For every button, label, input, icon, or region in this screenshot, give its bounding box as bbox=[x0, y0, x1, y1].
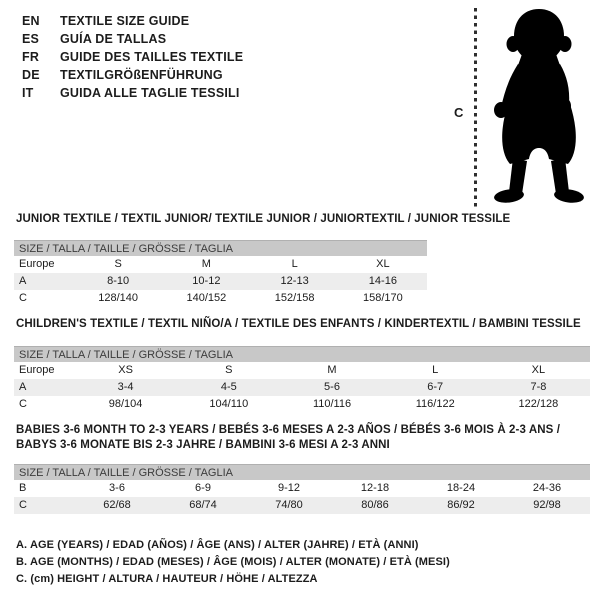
lang-row-en bbox=[22, 12, 243, 30]
table-row bbox=[14, 497, 590, 514]
size-table-header: SIZE / TALLA / TAILLE / GRÖSSE / TAGLIA bbox=[14, 240, 427, 256]
table-row bbox=[14, 273, 427, 290]
lang-label: GUIDE DES TAILLES TEXTILE bbox=[60, 50, 244, 64]
lang-code: ES bbox=[22, 32, 40, 46]
table-cell: 110/116 bbox=[312, 398, 352, 410]
lang-row-de bbox=[22, 66, 243, 84]
footnotes bbox=[16, 537, 450, 588]
table-cell: 140/152 bbox=[186, 292, 227, 304]
lang-label: TEXTILE SIZE GUIDE bbox=[60, 14, 190, 28]
table-row bbox=[14, 256, 427, 273]
footnote-height: C. (cm) HEIGHT / ALTURA / HAUTEUR / HÖHE / ALTEZZA bbox=[16, 573, 318, 585]
size-table-babies bbox=[14, 464, 590, 514]
table-cell: 62/68 bbox=[103, 499, 131, 511]
height-marker-line bbox=[474, 8, 477, 207]
height-marker-label: C bbox=[454, 105, 464, 120]
table-cell: XS bbox=[118, 364, 133, 376]
table-cell: 10-12 bbox=[192, 275, 221, 287]
table-cell: S bbox=[225, 364, 233, 376]
table-cell: 14-16 bbox=[368, 275, 397, 287]
row-label: C bbox=[19, 499, 27, 511]
baby-silhouette-icon bbox=[481, 6, 599, 208]
table-row bbox=[14, 480, 590, 497]
table-cell: 8-10 bbox=[107, 275, 130, 287]
table-cell: 152/158 bbox=[274, 292, 315, 304]
table-cell: 18-24 bbox=[446, 482, 476, 494]
lang-code: DE bbox=[22, 68, 40, 82]
footnote-age-months: B. AGE (MONTHS) / EDAD (MESES) / ÂGE (MOIS) / ALTER (MONATE) / ETÀ (MESI) bbox=[16, 556, 450, 568]
row-label: B bbox=[19, 482, 27, 494]
row-label: A bbox=[19, 381, 27, 393]
row-label: C bbox=[19, 398, 27, 410]
table-cell: 3-4 bbox=[117, 381, 134, 393]
table-cell: 24-36 bbox=[532, 482, 562, 494]
size-table-body bbox=[14, 480, 590, 514]
lang-label: GUÍA DE TALLAS bbox=[60, 32, 167, 46]
table-cell: M bbox=[327, 364, 337, 376]
table-row bbox=[14, 290, 427, 307]
lang-code: EN bbox=[22, 14, 40, 28]
table-cell: 6-9 bbox=[195, 482, 211, 494]
lang-row-es bbox=[22, 30, 243, 48]
size-table-body bbox=[14, 362, 590, 413]
table-cell: 12-13 bbox=[280, 275, 309, 287]
lang-row-it bbox=[22, 84, 243, 102]
table-cell: 122/128 bbox=[518, 398, 559, 410]
table-cell: 6-7 bbox=[427, 381, 444, 393]
row-label: A bbox=[19, 275, 27, 287]
lang-code: IT bbox=[22, 86, 34, 100]
table-cell: S bbox=[114, 258, 122, 270]
table-cell: 5-6 bbox=[324, 381, 340, 393]
table-cell: 9-12 bbox=[277, 482, 301, 494]
size-table-junior bbox=[14, 240, 427, 307]
table-cell: 98/104 bbox=[108, 398, 143, 410]
table-row bbox=[14, 379, 590, 396]
table-row bbox=[14, 396, 590, 413]
lang-label: GUIDA ALLE TAGLIE TESSILI bbox=[60, 86, 240, 100]
language-title-block bbox=[22, 12, 243, 102]
size-table-header: SIZE / TALLA / TAILLE / GRÖSSE / TAGLIA bbox=[14, 464, 590, 480]
row-label: Europe bbox=[19, 258, 55, 270]
table-cell: 4-5 bbox=[220, 381, 237, 393]
lang-code: FR bbox=[22, 50, 40, 64]
table-cell: 74/80 bbox=[275, 499, 303, 511]
size-table-header: SIZE / TALLA / TAILLE / GRÖSSE / TAGLIA bbox=[14, 346, 590, 362]
table-cell: 80/86 bbox=[361, 499, 389, 511]
table-cell: 7-8 bbox=[530, 381, 547, 393]
lang-label: TEXTILGRÖßENFÜHRUNG bbox=[60, 68, 223, 82]
size-table-body bbox=[14, 256, 427, 307]
table-cell: 3-6 bbox=[109, 482, 125, 494]
section-title-children: CHILDREN'S TEXTILE / TEXTIL NIÑO/A / TEXTILE DES ENFANTS / KINDERTEXTIL / BAMBINI TESSILE bbox=[16, 318, 581, 330]
footnote-age-years: A. AGE (YEARS) / EDAD (AÑOS) / ÂGE (ANS) / ALTER (JAHRE) / ETÀ (ANNI) bbox=[16, 539, 419, 551]
table-cell: 68/74 bbox=[189, 499, 217, 511]
table-cell: 116/122 bbox=[415, 398, 455, 410]
table-cell: XL bbox=[531, 364, 546, 376]
table-cell: 128/140 bbox=[98, 292, 138, 304]
table-cell: 86/92 bbox=[447, 499, 475, 511]
table-cell: L bbox=[291, 258, 298, 270]
size-table-children bbox=[14, 346, 590, 413]
table-cell: 104/110 bbox=[209, 398, 249, 410]
row-label: Europe bbox=[19, 364, 55, 376]
table-cell: M bbox=[201, 258, 211, 270]
table-cell: XL bbox=[376, 258, 390, 270]
table-cell: 92/98 bbox=[533, 499, 561, 511]
lang-row-fr bbox=[22, 48, 243, 66]
table-cell: 158/170 bbox=[362, 292, 403, 304]
table-row bbox=[14, 362, 590, 379]
section-title-junior: JUNIOR TEXTILE / TEXTIL JUNIOR/ TEXTILE JUNIOR / JUNIORTEXTIL / JUNIOR TESSILE bbox=[16, 213, 511, 225]
row-label: C bbox=[19, 292, 27, 304]
table-cell: L bbox=[432, 364, 439, 376]
table-cell: 12-18 bbox=[360, 482, 390, 494]
section-title-babies: BABIES 3-6 MONTH TO 2-3 YEARS / BEBÉS 3-6 MESES A 2-3 AÑOS / BÉBÉS 3-6 MOIS À 2-3 ANS / BABYS 3-6 MONATE BIS 2-3 JAHRE / BAMBINI 3-6 MESI A 2-3 ANNI bbox=[16, 424, 560, 451]
